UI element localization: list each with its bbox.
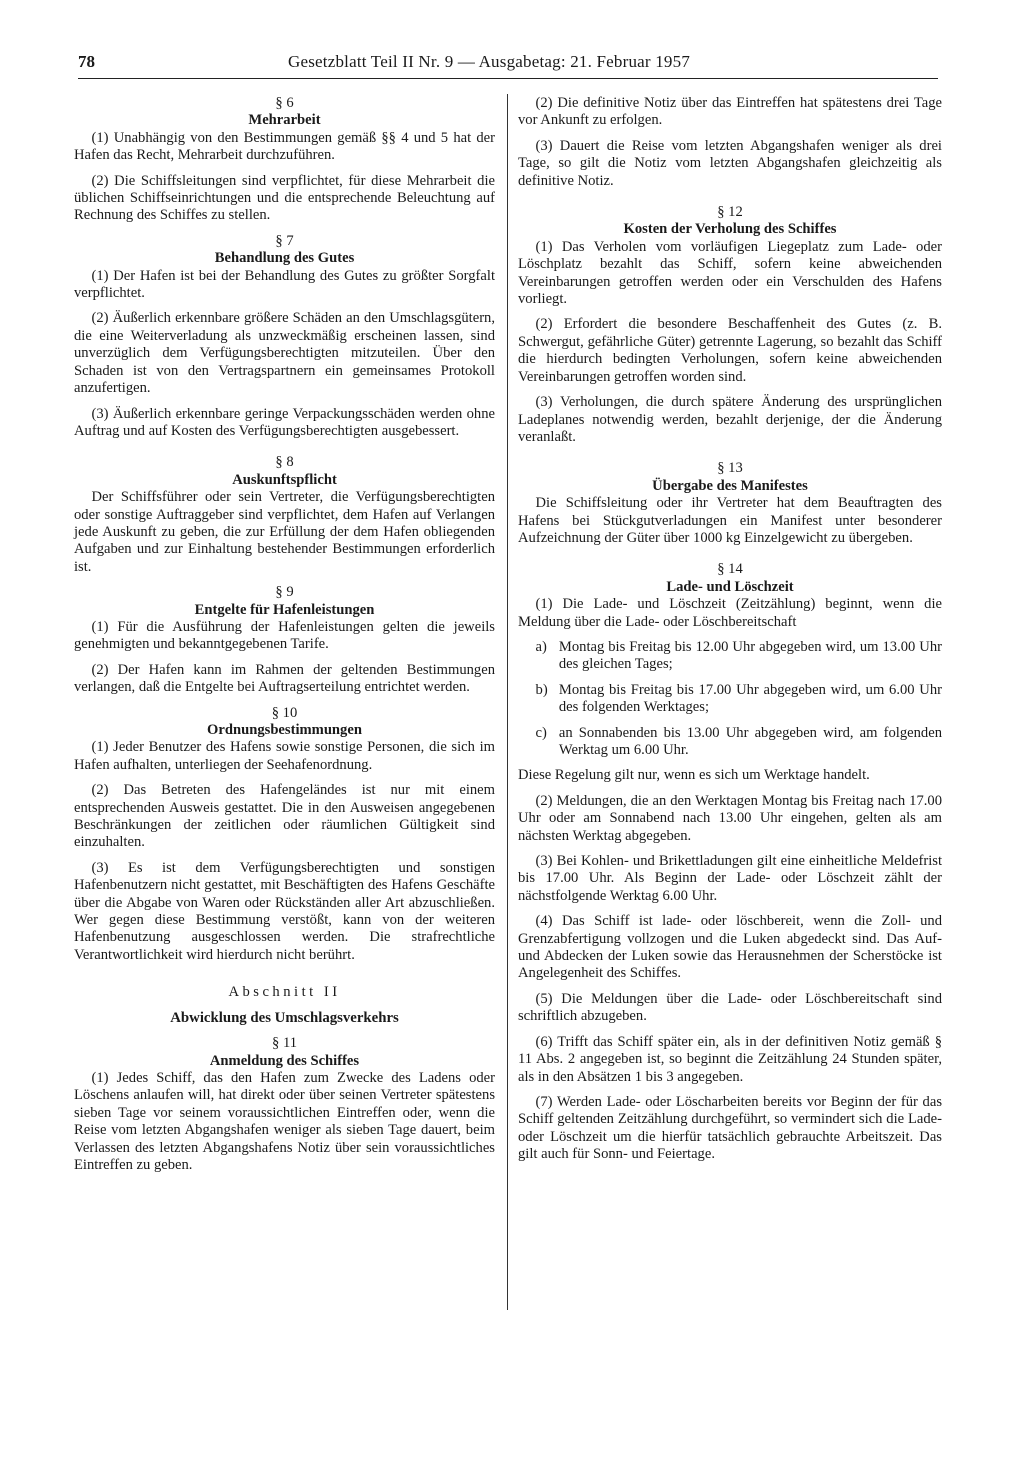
page-number: 78 bbox=[78, 52, 95, 71]
section-7-para-1: (1) Der Hafen ist bei der Behandlung des Gutes zu größter Sorgfalt verpflichtet. bbox=[74, 267, 495, 302]
section-13-para-1: Die Schiffsleitung oder ihr Vertreter hat dem Beauftragten des Hafens bei Stückgutverladungen ein Manifest unter besonderer Aufzeichnung der Güter über 1000 kg Einzelgewicht zu übergeben. bbox=[518, 495, 942, 546]
section-14-number: § 14 bbox=[717, 561, 743, 578]
list-item-a-text: Montag bis Freitag bis 12.00 Uhr abgegeben wird, um 13.00 Uhr des gleichen Tages; bbox=[558, 638, 942, 673]
abschnitt-label: Abschnitt II bbox=[228, 984, 341, 1001]
section-10-para-3: (3) Es ist dem Verfügungsberechtigten und sonstigen Hafenbenutzern nicht gestattet, mit Beschäftigten des Hafens Geschäfte über die Abgabe von Waren oder Rückständen aller Art abzuschließen. Wer gegen diese Bestimmung verstößt, kann von der weiteren Hafenbenutzung ausgeschlossen werden. Die strafrechtliche Verantwortlichkeit wird hierdurch nicht berührt. bbox=[74, 859, 495, 963]
section-13-number: § 13 bbox=[717, 460, 743, 477]
section-12-title: Kosten der Verholung des Schiffes bbox=[623, 221, 837, 238]
list-item-a-label: a) bbox=[535, 638, 547, 655]
running-title: Gesetzblatt Teil II Nr. 9 — Ausgabetag: 21. Februar 1957 bbox=[288, 52, 691, 71]
list-item-b bbox=[518, 682, 942, 717]
list-item-b-text: Montag bis Freitag bis 17.00 Uhr abgegeben wird, um 6.00 Uhr des folgenden Werktages; bbox=[558, 681, 942, 716]
section-11-para-1: (1) Jedes Schiff, das den Hafen zum Zwecke des Ladens oder Löschens anlaufen will, hat direkt oder über seinen Vertreter spätestens sieben Tage vor seinem voraussichtlichen Eintreffen oder, wenn die Reise vom letzten Abgangshafen weniger als sieben Tage dauert, beim Verlassen des letzten Abgangshafens Notiz über sein voraussichtliches Eintreffen zu geben. bbox=[74, 1069, 495, 1173]
section-10-para-1: (1) Jeder Benutzer des Hafens sowie sonstige Personen, die sich im Hafen aufhalten, unterliegen der Seehafenordnung. bbox=[74, 739, 495, 773]
list-item-c bbox=[518, 725, 942, 760]
section-7-title: Behandlung des Gutes bbox=[214, 250, 355, 267]
section-10-number: § 10 bbox=[271, 704, 298, 721]
section-8-number: § 8 bbox=[275, 454, 294, 471]
section-14-para-3: (3) Bei Kohlen- und Brikettladungen gilt eine einheitliche Meldefrist bis 17.00 Uhr. Als Beginn der Lade- oder Löschzeit zählt der nächstfolgende Werktag 6.00 Uhr. bbox=[518, 853, 942, 904]
section-6-para-2: (2) Die Schiffsleitungen sind verpflichtet, für diese Mehrarbeit die üblichen Schiffseinrichtungen und die entsprechende Beleuchtung auf Rechnung des Schiffes zu stellen. bbox=[74, 172, 495, 224]
section-12-para-3: (3) Verholungen, die durch spätere Änderung des ursprünglichen Ladeplanes notwendig werden, bezahlt derjenige, der die Änderung veranlaßt. bbox=[518, 394, 942, 445]
right-column bbox=[518, 95, 942, 1164]
section-14-para-2: (2) Meldungen, die an den Werktagen Montag bis Freitag nach 17.00 Uhr oder am Sonnabend nach 13.00 Uhr eingehen, gelten als am nächsten Werktag abgegeben. bbox=[518, 792, 942, 844]
section-11-para-2: (2) Die definitive Notiz über das Eintreffen hat spätestens drei Tage vor Ankunft zu erfolgen. bbox=[518, 95, 942, 129]
section-9-number: § 9 bbox=[275, 584, 294, 601]
section-6-number: § 6 bbox=[275, 95, 294, 111]
list-item-b-label: b) bbox=[535, 681, 548, 698]
section-9-title: Entgelte für Hafenleistungen bbox=[194, 601, 375, 618]
section-7-para-2: (2) Äußerlich erkennbare größere Schäden an den Umschlagsgütern, die eine Weiterverladung als unzweckmäßig erscheinen lassen, sind unverzüglich dem Verfügungsberechtigten mitzuteilen. Über den Schaden ist von den Vertragspartnern ein gemeinsames Protokoll anzufertigen. bbox=[74, 310, 495, 397]
list-item-c-label: c) bbox=[535, 724, 547, 741]
section-9-para-2: (2) Der Hafen kann im Rahmen der geltenden Bestimmungen verlangen, daß die Entgelte bei Auftragserteilung entrichtet werden. bbox=[74, 661, 495, 696]
section-14-para-7: (7) Werden Lade- oder Löscharbeiten bereits vor Beginn der für das Schiff geltenden Zeitzählung durchgeführt, so vermindert sich die Lade- oder Löschzeit um die hierfür tatsächlich gebrauchte Arbeitszeit. Das gilt auch für Sonn- und Feiertage. bbox=[518, 1093, 942, 1163]
section-14-regelung: Diese Regelung gilt nur, wenn es sich um Werktage handelt. bbox=[518, 767, 870, 784]
list-item-a bbox=[518, 639, 942, 674]
section-11-para-3: (3) Dauert die Reise vom letzten Abgangshafen weniger als drei Tage, so gilt die Notiz vom letzten Abgangshafen gleichzeitig als definitive Notiz. bbox=[518, 137, 942, 189]
page-header bbox=[78, 52, 956, 74]
header-rule bbox=[78, 78, 938, 79]
section-8-title: Auskunftspflicht bbox=[232, 471, 337, 488]
section-10-title: Ordnungsbestimmungen bbox=[207, 722, 362, 738]
section-8-para-1: Der Schiffsführer oder sein Vertreter, die Verfügungsberechtigten oder sonstige Auftraggeber sind verpflichtet, dem Hafen auf Verlangen jede Auskunft zu geben, die zur Erfüllung der dem Hafen obliegenden Aufgaben und zur Einhaltung bestehender Bestimmungen erforderlich ist. bbox=[74, 489, 495, 575]
abschnitt-title: Abwicklung des Umschlagsverkehrs bbox=[170, 1009, 399, 1026]
section-14-para-4: (4) Das Schiff ist lade- oder löschbereit, wenn die Zoll- und Grenzabfertigung vollzogen und die Luken abgedeckt sind. Das Auf- und Abdecken der Luken sowie das Herausnehmen der Scherstöcke ist Angelegenheit des Schiffes. bbox=[518, 913, 942, 982]
section-7-number: § 7 bbox=[275, 232, 294, 249]
section-14-title: Lade- und Löschzeit bbox=[666, 578, 794, 595]
section-6-title: Mehrarbeit bbox=[248, 112, 321, 129]
section-11-number: § 11 bbox=[272, 1035, 297, 1052]
left-column bbox=[74, 95, 495, 1174]
column-divider bbox=[507, 94, 508, 1310]
list-item-c-text: an Sonnabenden bis 13.00 Uhr abgegeben wird, am folgenden Werktag um 6.00 Uhr. bbox=[558, 724, 942, 758]
section-12-para-1: (1) Das Verholen vom vorläufigen Liegeplatz zum Lade- oder Löschplatz bezahlt das Schiff, sofern keine abweichenden Vereinbarungen getroffen werden oder ein Verschulden des Hafens vorliegt. bbox=[518, 238, 942, 308]
section-12-number: § 12 bbox=[717, 204, 743, 221]
section-9-para-1: (1) Für die Ausführung der Hafenleistungen gelten die jeweils genehmigten und bekanntgegebenen Tarife. bbox=[74, 618, 495, 653]
section-14-para-6: (6) Trifft das Schiff später ein, als in der definitiven Notiz gemäß § 11 Abs. 2 angegeben ist, so beginnt die Zeitzählung 24 Stunden später, als in den Absätzen 1 bis 3 angegeben. bbox=[518, 1033, 942, 1085]
section-14-para-5: (5) Die Meldungen über die Lade- oder Löschbereitschaft sind schriftlich abzugeben. bbox=[518, 990, 942, 1025]
section-14-para-1: (1) Die Lade- und Löschzeit (Zeitzählung) beginnt, wenn die Meldung über die Lade- oder Löschbereitschaft bbox=[518, 596, 942, 630]
section-13-title: Übergabe des Manifestes bbox=[652, 477, 808, 494]
section-6-para-1: (1) Unabhängig von den Bestimmungen gemäß §§ 4 und 5 hat der Hafen das Recht, Mehrarbeit durchzuführen. bbox=[74, 129, 495, 164]
section-12-para-2: (2) Erfordert die besondere Beschaffenheit des Gutes (z. B. Schwergut, gefährliche Güter) getrennte Lagerung, so bezahlt das Schiff die hierdurch bedingten Verholungen, sofern keine abweichenden Vereinbarungen getroffen worden sind. bbox=[518, 316, 942, 385]
section-10-para-2: (2) Das Betreten des Hafengeländes ist nur mit einem entsprechenden Ausweis gestattet. Die in den Ausweisen angegebenen Beschränkungen der zeitlichen oder räumlichen Gültigkeit sind einzuhalten. bbox=[74, 782, 495, 851]
section-11-title: Anmeldung des Schiffes bbox=[209, 1052, 360, 1069]
section-7-para-3: (3) Äußerlich erkennbare geringe Verpackungsschäden werden ohne Auftrag und auf Kosten des Verfügungsberechtigten ausgebessert. bbox=[74, 405, 495, 439]
